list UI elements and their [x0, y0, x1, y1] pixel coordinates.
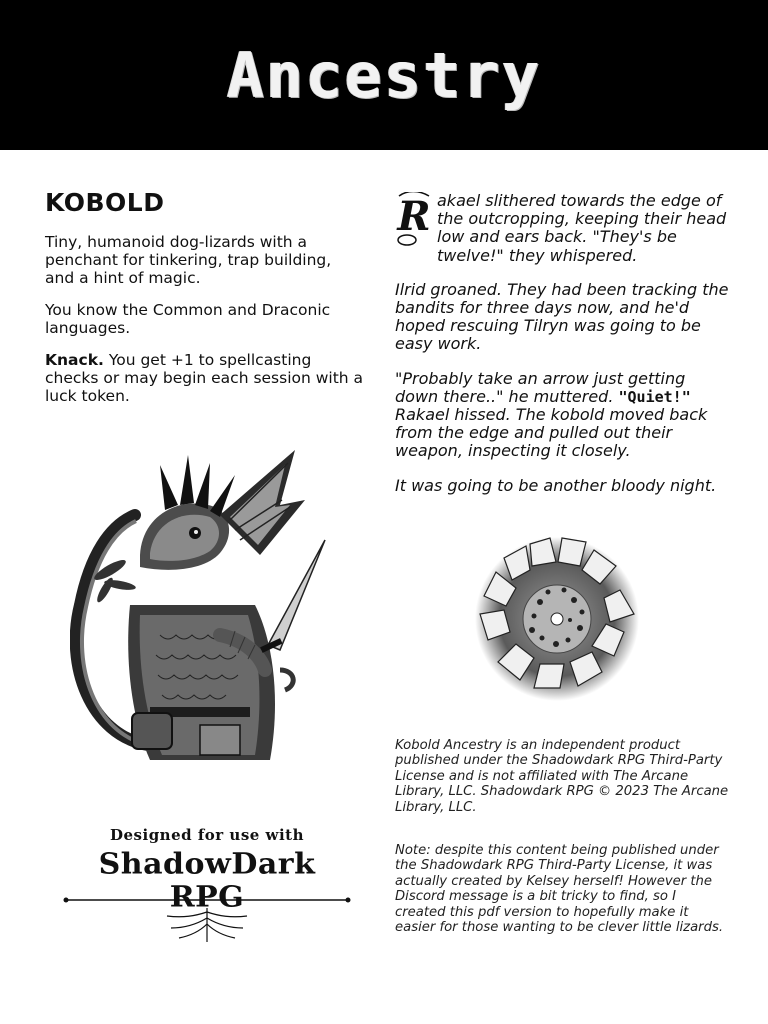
- ancestry-heading: KOBOLD: [45, 188, 165, 217]
- author-note: Note: despite this content being published under the Shadowdark RPG Third-Party License, it was actually created by Kelsey herself! However the Discord message is a bit tricky to find, so I created this pdf version to hopefully make it easier for those wanting to be clever little lizards.: [395, 843, 724, 936]
- logo-flourish-icon: [157, 906, 257, 946]
- story-column: [395, 192, 730, 511]
- languages-text: You know the Common and Draconic languages.: [45, 301, 331, 337]
- logo-subtitle: Designed for use with: [110, 826, 304, 844]
- story-text: "Probably take an arrow just getting down there.." he muttered.: [395, 368, 686, 406]
- shadowdark-logo: [62, 826, 352, 946]
- kobold-illustration: [70, 445, 340, 765]
- story-paragraph: It was going to be another bloody night.: [395, 475, 717, 495]
- ancestry-details: [45, 188, 365, 419]
- dropcap-letter: [395, 192, 433, 248]
- story-opening: akael slithered towards the edge of the outcropping, keeping their head low and ears back. "They's be twelve!" they whispered.: [437, 191, 727, 265]
- ancestry-description: Tiny, humanoid dog-lizards with a penchant for tinkering, trap building, and a hint of magic.: [45, 233, 332, 287]
- bandit-camp-illustration: [470, 532, 645, 707]
- story-paragraph: [395, 370, 730, 461]
- knack-description: You get +1 to spellcasting checks or may begin each session with a luck token.: [45, 351, 364, 405]
- title-banner: [0, 0, 768, 150]
- story-paragraph: [395, 192, 730, 265]
- knack-label: Knack.: [45, 351, 104, 369]
- logo-divider: [62, 896, 352, 904]
- quiet-exclamation: "Quiet!": [618, 387, 691, 406]
- license-notice: Kobold Ancestry is an independent product published under the Shadowdark RPG Third-Party License and is not affiliated with The Arcane Library, LLC. Shadowdark RPG © 2023 The Arcane Library, LLC.: [395, 738, 729, 815]
- story-text: Rakael hissed. The kobold moved back from the edge and pulled out their weapon, inspecting it closely.: [395, 405, 708, 461]
- logo-title: ShadowDark RPG: [98, 847, 316, 915]
- dropcap-text: R: [397, 193, 431, 240]
- page-title: Ancestry: [226, 38, 542, 112]
- knack-text: [45, 351, 365, 405]
- story-paragraph: Ilrid groaned. They had been tracking the bandits for three days now, and he'd hoped rescuing Tilryn was going to be easy work.: [395, 279, 729, 354]
